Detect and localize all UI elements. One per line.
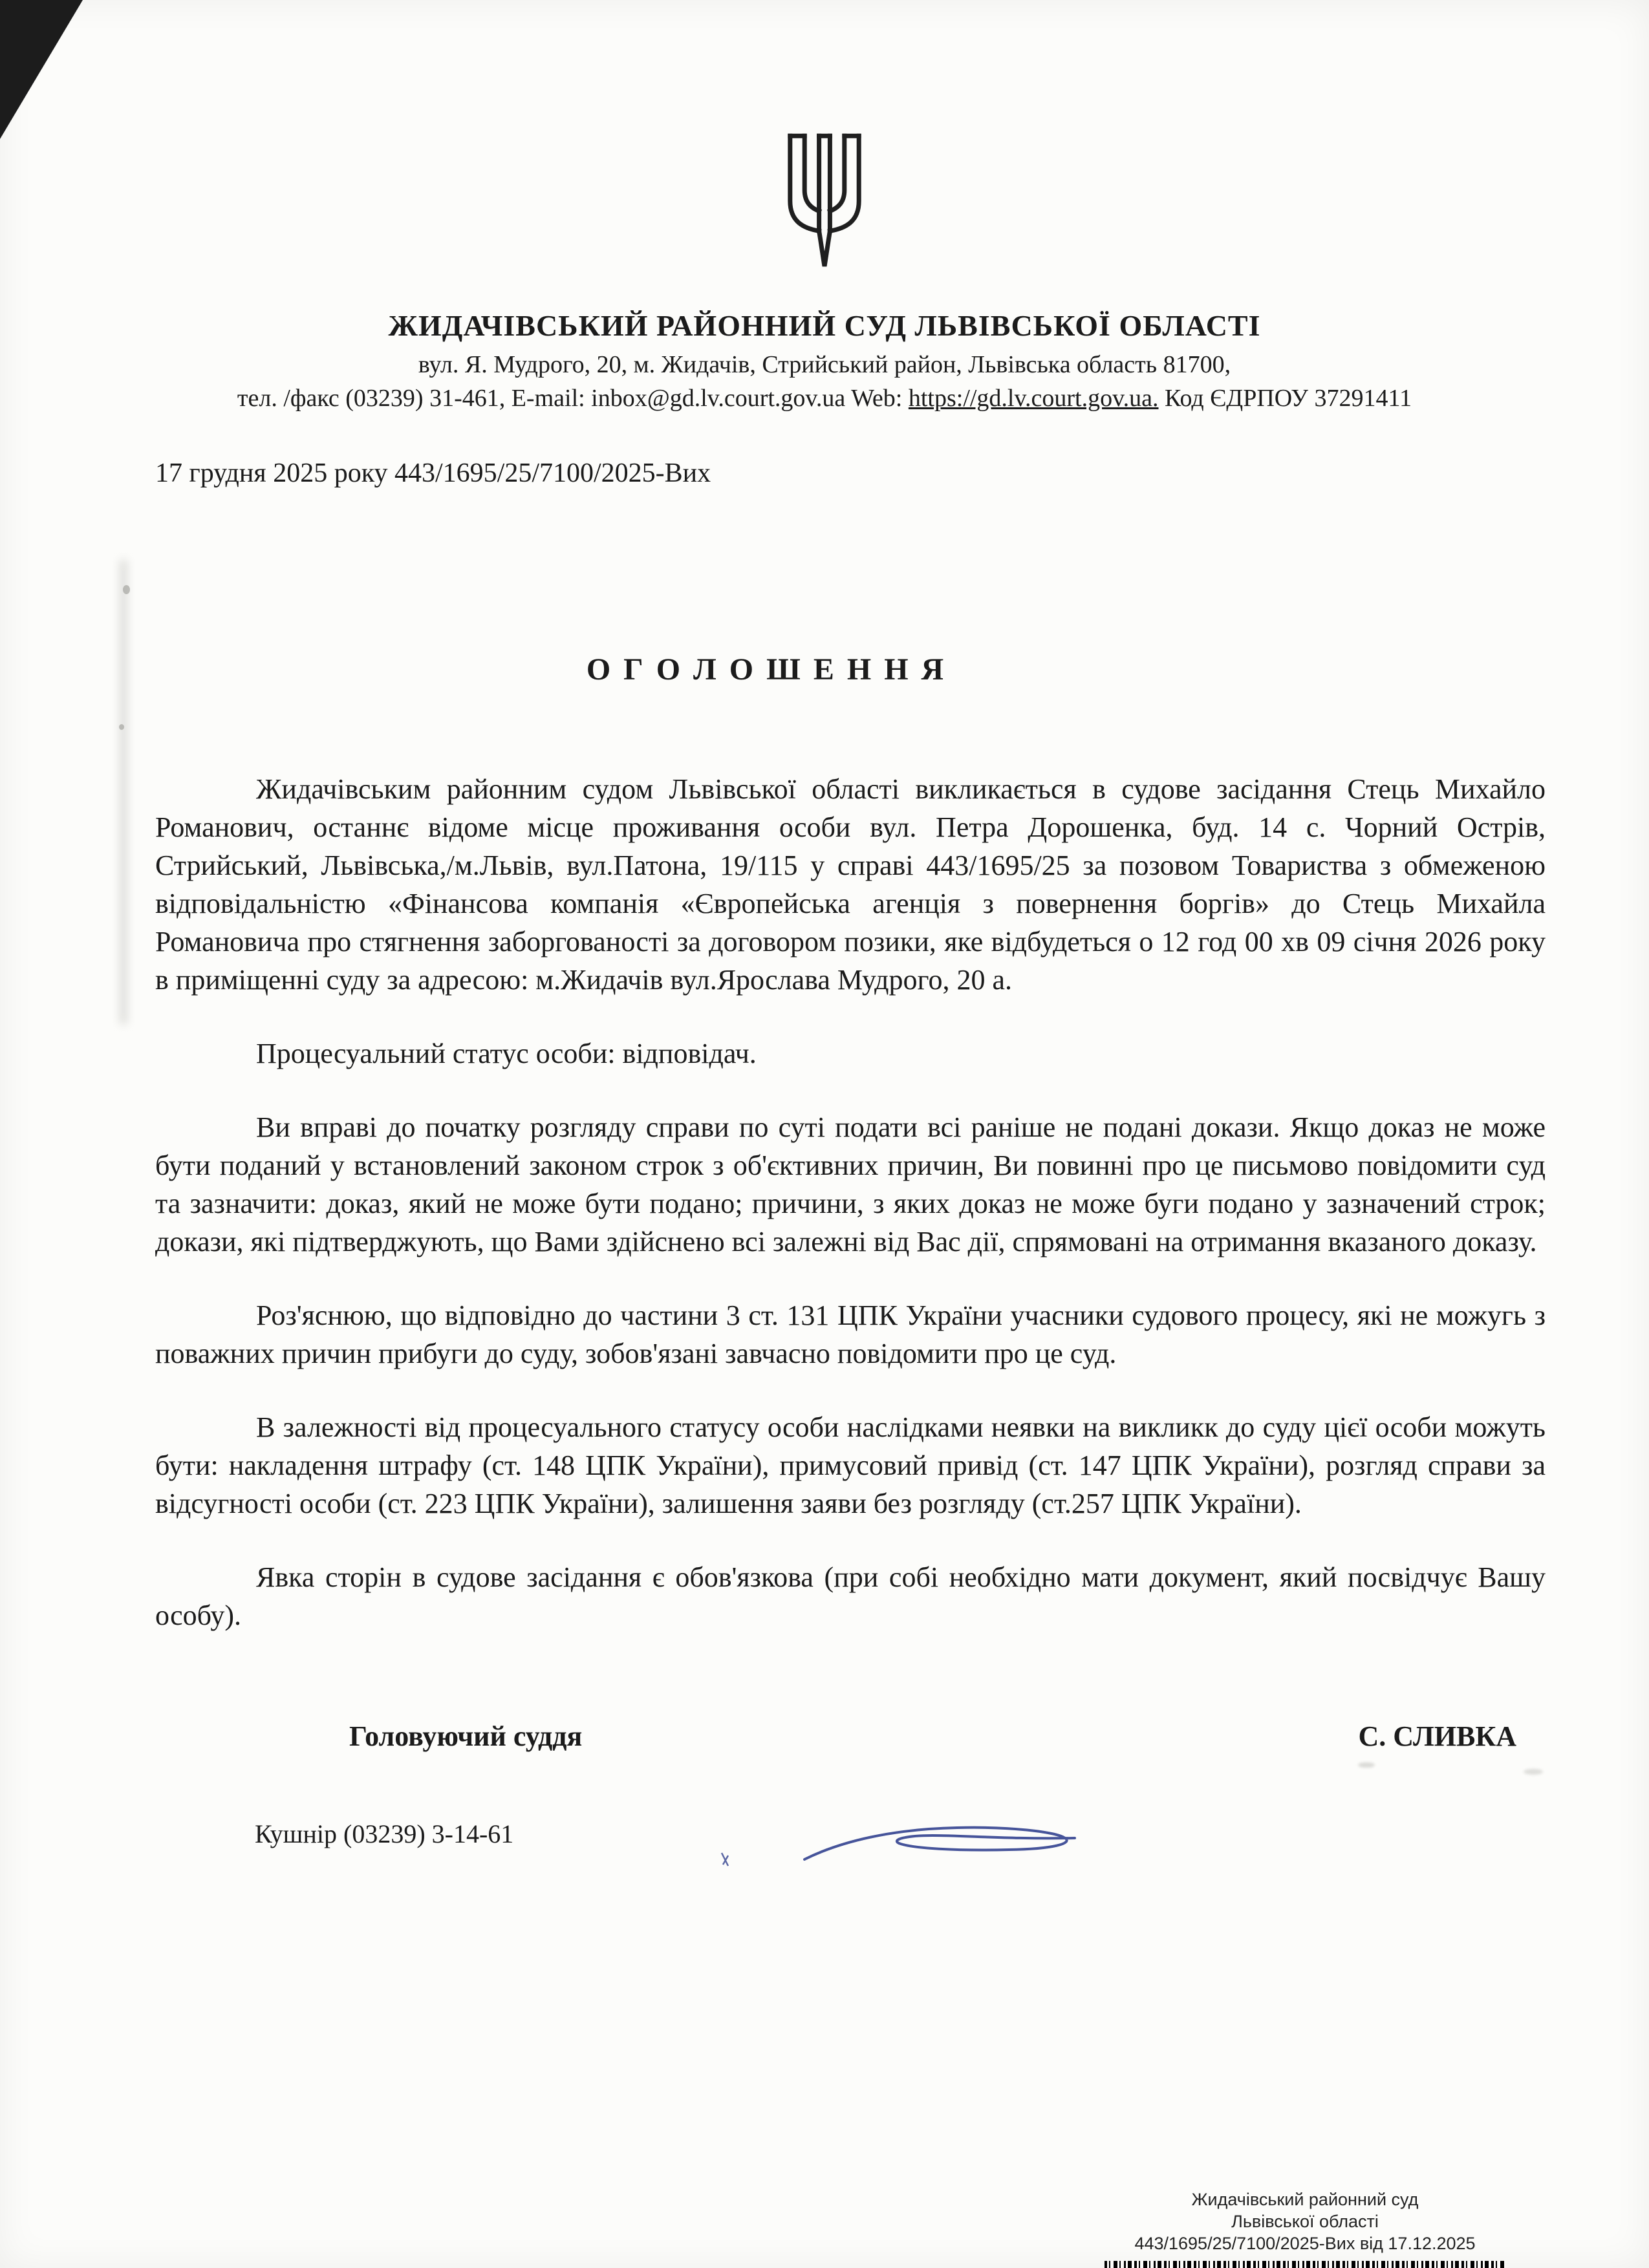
signature-row bbox=[155, 1720, 1546, 1753]
body-paragraph: В залежності від процесуального статусу особи наслідками неявки на викликк до суду цієї особи можуть бути: накладення штрафу (ст. 148 ЦПК України), примусовий привід (ст. 147 ЦПК України), розгляд справи за відсугності особи (ст. 223 ЦПК України), залишення заяви без розгляду (ст.257 ЦПК України). bbox=[155, 1411, 1546, 1519]
barcode bbox=[1105, 2261, 1505, 2268]
page-title: О Г О Л О Ш Е Н Н Я bbox=[586, 652, 947, 687]
court-name: ЖИДАЧІВСЬКИЙ РАЙОННИЙ СУД ЛЬВІВСЬКОЇ ОБЛАСТІ bbox=[388, 309, 1261, 342]
body-paragraph: Процесуальний статус особи: відповідач. bbox=[256, 1038, 757, 1069]
ukraine-trident-emblem-icon bbox=[779, 124, 870, 278]
court-contact-text: тел. /факс (03239) 31-461, E-mail: inbox@gd.lv.court.gov.ua Web: bbox=[237, 385, 909, 412]
court-letterhead bbox=[0, 0, 1649, 415]
scan-artifact-speck bbox=[1524, 1769, 1543, 1775]
judge-name: С. СЛИВКА bbox=[1358, 1720, 1516, 1752]
scan-artifact-speck bbox=[1358, 1762, 1375, 1768]
court-address: вул. Я. Мудрого, 20, м. Жидачів, Стрийський район, Львівська область 81700, bbox=[418, 351, 1231, 378]
court-website-link: https://gd.lv.court.gov.ua. bbox=[908, 385, 1159, 412]
judge-role-label: Головуючий суддя bbox=[349, 1720, 583, 1752]
pen-mark bbox=[719, 1850, 732, 1870]
court-contacts bbox=[0, 381, 1649, 415]
court-edrpou-code: Код ЄДРПОУ 37291411 bbox=[1158, 385, 1412, 412]
body-paragraph: Явка сторін в судове засідання є обов'язкова (при собі необхідно мати документ, який посвідчує Вашу особу). bbox=[155, 1561, 1546, 1631]
body-paragraph: Жидачівським районним судом Львівської області викликається в судове засідання Стець Михайло Романович, останнє відоме місце проживання особи вул. Петра Дорошенка, буд. 14 с. Чорний Острів, Стрийський, Львівська,/м.Львів, вул.Патона, 19/115 у справі 443/1695/25 за позовом Товариства з обмеженою відповідальністю «Фінансова компанія «Європейська агенція з повернення боргів» до Стець Михайла Романовича про стягнення заборгованості за договором позики, яке відбудеться о 12 год 00 хв 09 січня 2026 року в приміщенні суду за адресою: м.Жидачів вул.Ярослава Мудрого, 20 а. bbox=[155, 773, 1546, 996]
document-body bbox=[0, 458, 1649, 1849]
announcement-text bbox=[155, 770, 1546, 1634]
date-and-reference-line: 17 грудня 2025 року 443/1695/25/7100/2025-Вих bbox=[155, 458, 711, 488]
body-paragraph: Роз'яснюю, що відповідно до частини 3 ст. 131 ЦПК України учасники судового процесу, які не можугь з поважних причин прибуги до суду, зобов'язані завчасно повідомити про це суд. bbox=[155, 1300, 1546, 1369]
stamp-region: Львівської області bbox=[1231, 2212, 1379, 2231]
stamp-court-name: Жидачівський районний суд bbox=[1191, 2190, 1419, 2209]
scan-artifact-speck bbox=[119, 724, 124, 730]
judge-signature bbox=[795, 1818, 1093, 1879]
body-paragraph: Ви вправі до початку розгляду справи по суті подати всі раніше не подані докази. Якщо доказ не може бути поданий у встановлений законом строк з об'єктивних причин, Ви повинні про це письмово повідомити суд та зазначити: доказ, який не може бути подано; причини, з яких доказ не може буги подано у зазначений строк; докази, які підтверджують, що Вами здійснено всі залежні від Вас дії, спрямовані на отримання вказаного доказу. bbox=[155, 1111, 1546, 1257]
scan-artifact-streak bbox=[120, 559, 127, 1025]
signature-stroke bbox=[804, 1828, 1075, 1859]
registration-stamp bbox=[1073, 2188, 1536, 2268]
stamp-reference-number: 443/1695/25/7100/2025-Вих від 17.12.2025 bbox=[1134, 2234, 1476, 2253]
clerk-contact-line: Кушнір (03239) 3-14-61 bbox=[255, 1819, 514, 1848]
scan-artifact-speck bbox=[123, 585, 130, 594]
